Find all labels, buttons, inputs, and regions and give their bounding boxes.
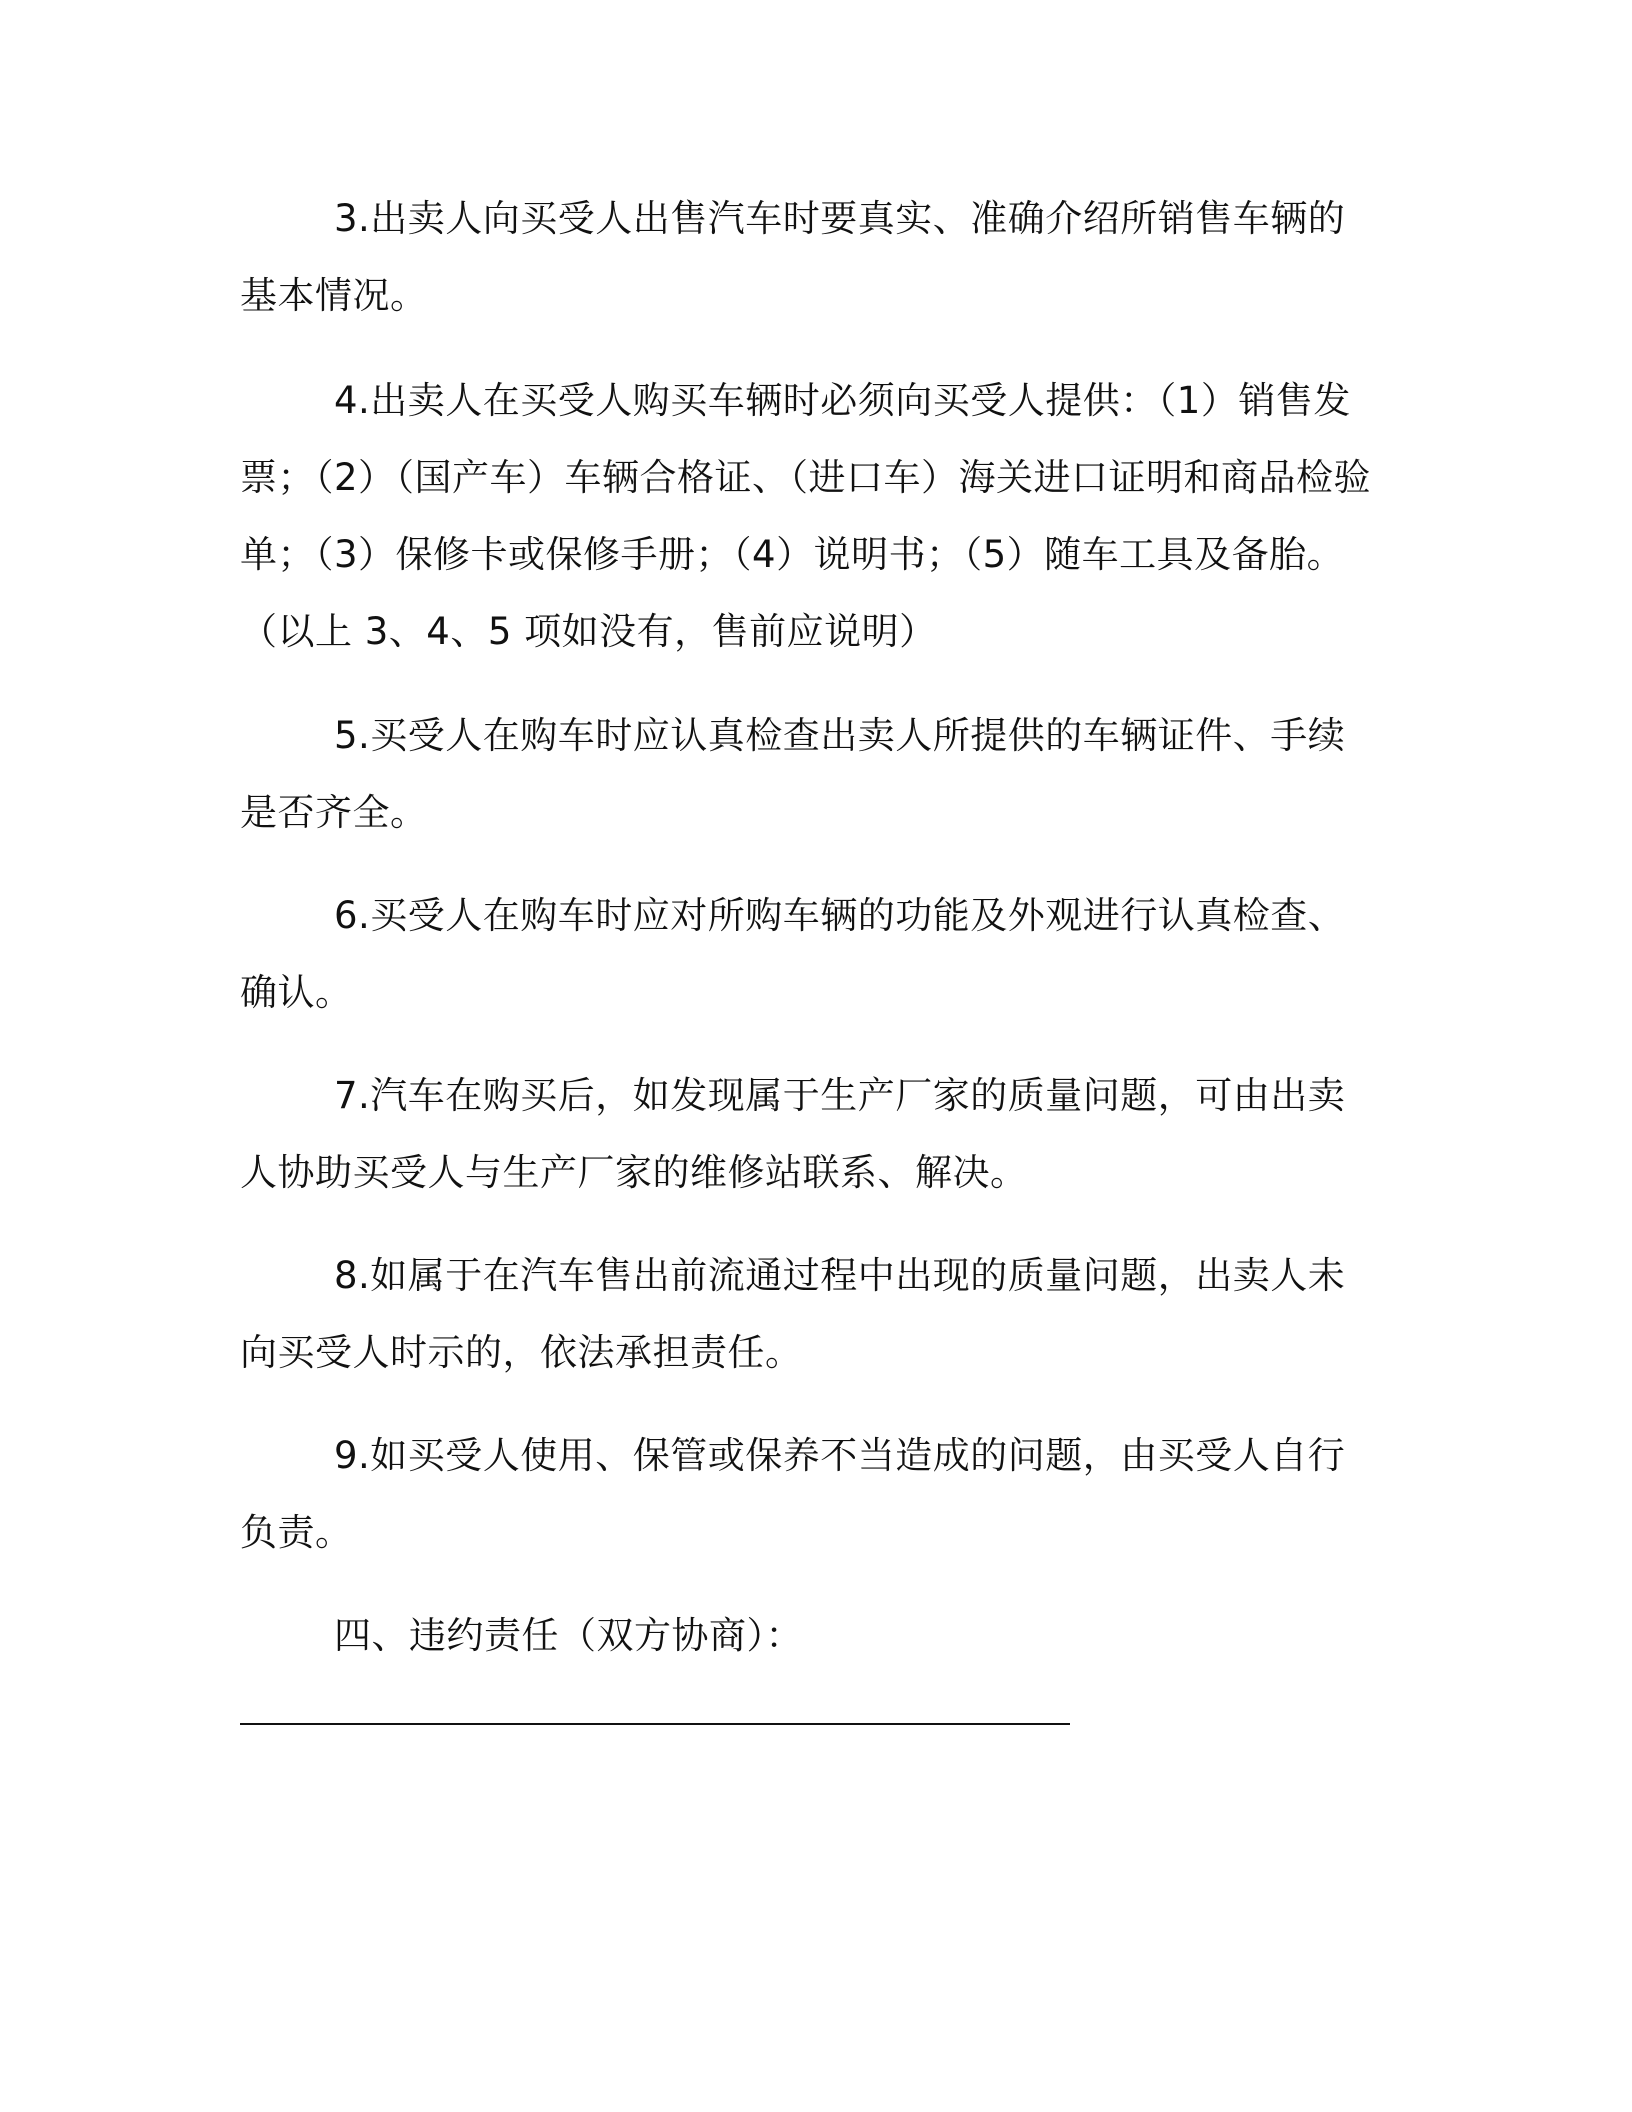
clause-9-paragraph: 9.如买受人使用、保管或保养不当造成的问题，由买受人自行负责。 <box>240 1434 1346 1554</box>
clause-4-paragraph: 4.出卖人在买受人购买车辆时必须向买受人提供：（1）销售发票；（2）（国产车）车辆合格证、（进口车）海关进口证明和商品检验单；（3）保修卡或保修手册；（4）说明书；（5）随车工具及备胎。（以上 3、4、5 项如没有，售前应说明） <box>240 379 1372 653</box>
clause-5-paragraph: 5.买受人在购车时应认真检查出卖人所提供的车辆证件、手续是否齐全。 <box>240 714 1346 834</box>
clause-6-paragraph: 6.买受人在购车时应对所购车辆的功能及外观进行认真检查、确认。 <box>240 894 1346 1014</box>
clause-7-paragraph: 7.汽车在购买后，如发现属于生产厂家的质量问题，可由出卖人协助买受人与生产厂家的维修站联系、解决。 <box>240 1074 1346 1194</box>
clause-8-paragraph: 8.如属于在汽车售出前流通过程中出现的质量问题，出卖人未向买受人时示的，依法承担责任。 <box>240 1254 1346 1374</box>
section-heading-breach-liability: 四、违约责任（双方协商）： <box>334 1614 803 1657</box>
clause-3-paragraph: 3.出卖人向买受人出售汽车时要真实、准确介绍所销售车辆的基本情况。 <box>240 197 1346 317</box>
fill-in-blank-line <box>240 1723 1070 1725</box>
